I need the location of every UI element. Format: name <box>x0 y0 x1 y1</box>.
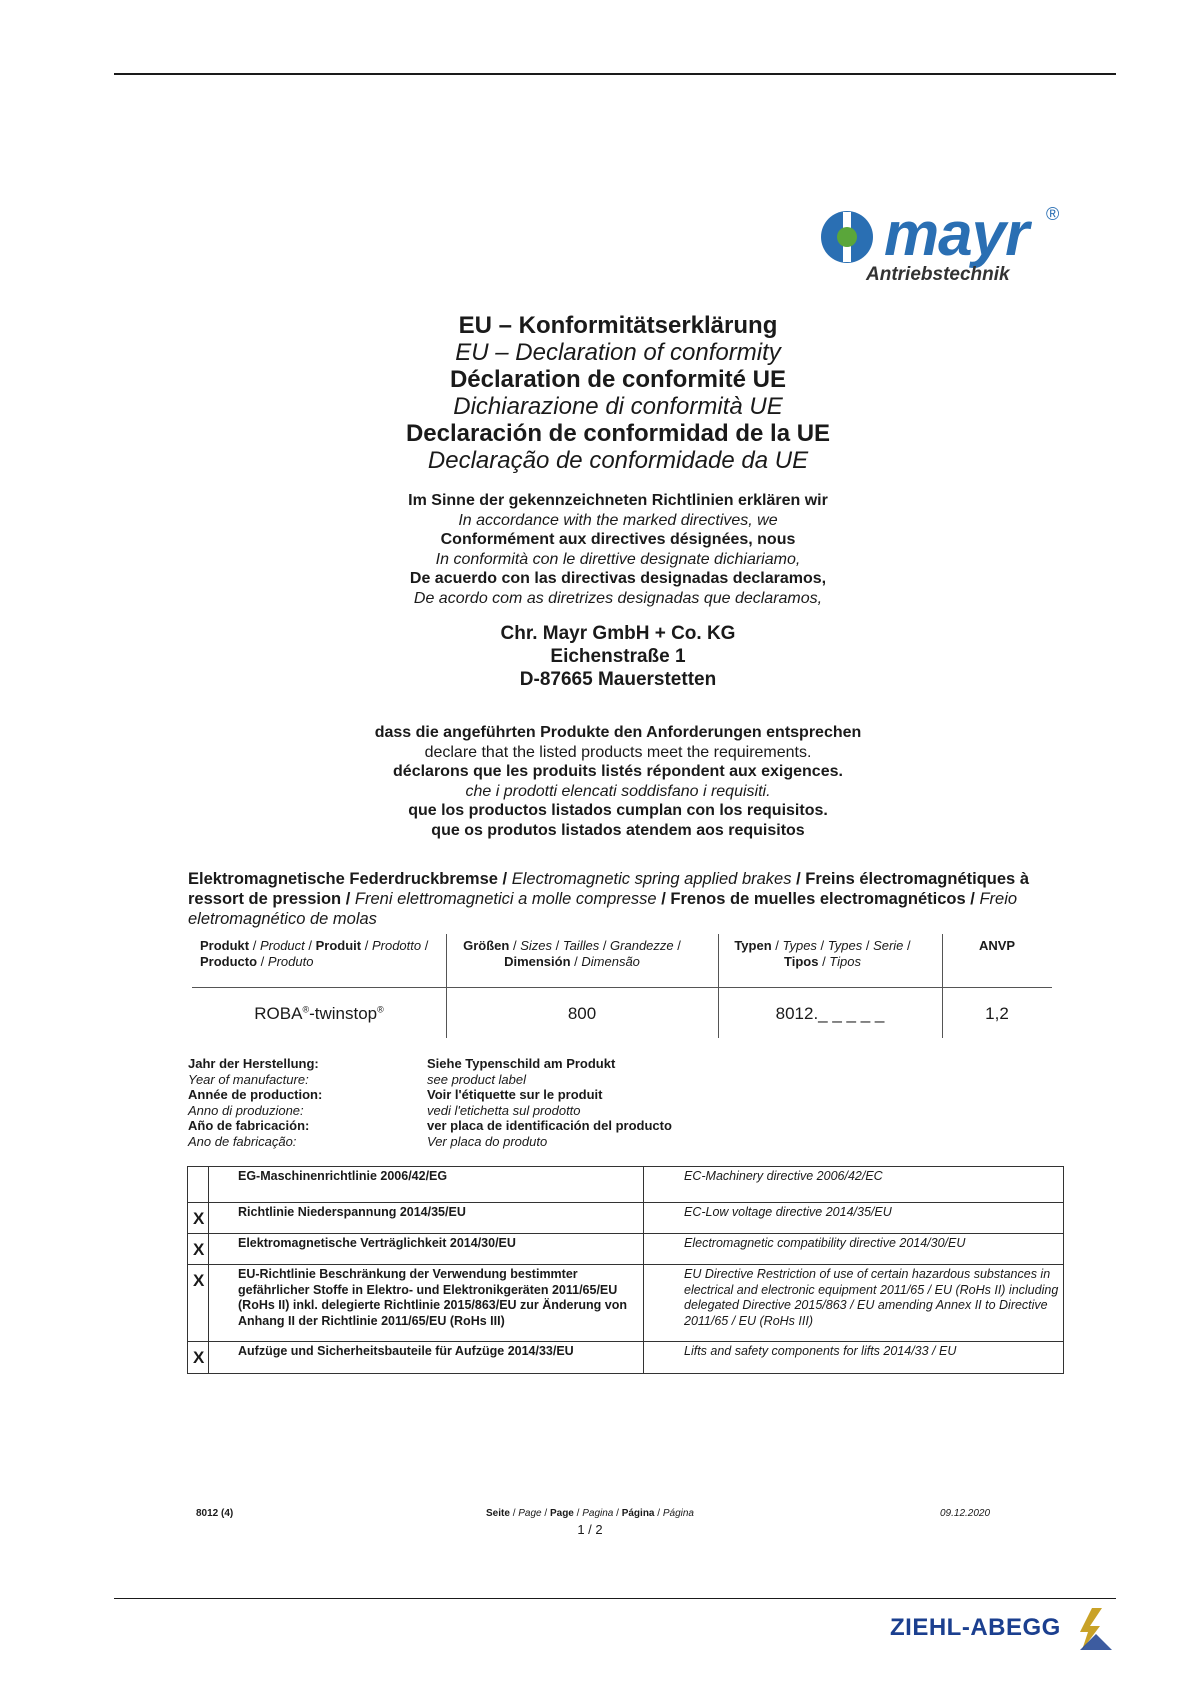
mayr-logo <box>820 200 1070 290</box>
directive-row <box>188 1265 1063 1342</box>
desc-it: Freni elettromagnetici a molle compresse <box>354 890 657 908</box>
header-sizes-fr: Tailles <box>562 938 600 953</box>
product-suffix: -twinstop <box>309 1004 378 1023</box>
year-label-de: Jahr der Herstellung: <box>188 1056 319 1071</box>
table-header-rule <box>192 987 1052 988</box>
product-name: ROBA <box>254 1004 303 1023</box>
declaration-fr: déclarons que les produits listés répondent aux exigences. <box>393 763 843 780</box>
intro-de: Im Sinne der gekennzeichneten Richtlinien erklären wir <box>408 492 828 509</box>
header-types: Typen / Types / Types / Serie / Tipos / Tipos <box>734 938 911 969</box>
street: Eichenstraße 1 <box>550 646 686 667</box>
product-reg-mark: ® <box>377 1004 384 1015</box>
header-product-fr: Produit <box>315 938 362 953</box>
directive-en: EC-Machinery directive 2006/42/EC <box>684 1169 883 1183</box>
intro-fr: Conformément aux directives désignées, nous <box>440 531 796 548</box>
product-table <box>192 938 1052 1038</box>
ziehl-abegg-wordmark: ZIEHL-ABEGG <box>890 1614 1061 1641</box>
mayr-wordmark: mayr <box>884 200 1029 269</box>
header-types-it: Serie <box>873 938 904 953</box>
desc-sep: / <box>497 870 512 888</box>
header-sizes-es: Dimensión <box>504 954 571 969</box>
intro-en: In accordance with the marked directives, we <box>458 511 778 529</box>
directive-en: EU Directive Restriction of use of certain hazardous substances in electrical and electronic equipment 2011/65 / EU (RoHs II) including delegated Directive 2015/863 / EU amending Annex II to Directive 2011/65 / EU (RoHs III) <box>684 1267 1059 1328</box>
title-en: EU – Declaration of conformity <box>455 339 781 366</box>
page-label-it: Pagina <box>582 1508 614 1519</box>
cell-anvp: 1,2 <box>985 1004 1009 1023</box>
page-label-de: Seite <box>486 1508 510 1519</box>
title-de: EU – Konformitätserklärung <box>458 312 778 339</box>
mayr-subtitle: Antriebstechnik <box>866 264 1010 285</box>
year-label-fr: Année de production: <box>188 1087 323 1102</box>
declaration-it: che i prodotti elencati soddisfano i requisiti. <box>465 782 771 800</box>
ziehl-abegg-mark-icon <box>1078 1608 1112 1650</box>
product-reg-mark: ® <box>302 1004 310 1015</box>
title-it: Dichiarazione di conformità UE <box>453 393 783 420</box>
year-value-es: ver placa de identificación del producto <box>427 1118 672 1133</box>
header-types-es: Tipos <box>784 954 819 969</box>
directive-de: EU-Richtlinie Beschränkung der Verwendung bestimmter gefährlicher Stoffe in Elektro- und Elektronikgeräten 2011/65/EU (RoHs II) inkl. delegierte Richtlinie 2015/863/EU zur Änderung von Anhang II der Richtlinie 2011/65/EU (RoHs III) <box>238 1267 627 1328</box>
directive-row <box>188 1203 1063 1234</box>
city: D-87665 Mauerstetten <box>519 669 717 690</box>
page-label-es: Página <box>621 1508 655 1519</box>
header-types-de: Typen <box>734 938 772 953</box>
directive-check-mark: X <box>193 1209 205 1228</box>
cell-size: 800 <box>567 1004 597 1023</box>
year-value-it: vedi l'etichetta sul prodotto <box>427 1102 581 1118</box>
company-name: Chr. Mayr GmbH + Co. KG <box>500 623 736 644</box>
header-product-it: Prodotto <box>371 938 422 953</box>
directive-row <box>188 1167 1063 1203</box>
directive-row <box>188 1342 1063 1373</box>
desc-de: Elektromagnetische Federdruckbremse <box>188 870 498 888</box>
document-number: 8012 (4) <box>196 1508 234 1519</box>
desc-sep: / <box>965 890 980 908</box>
directive-row <box>188 1234 1063 1265</box>
declaration-block <box>320 723 916 840</box>
page-label-sep: / <box>541 1508 550 1519</box>
cell-product <box>192 1004 446 1024</box>
declaration-es: que los productos listados cumplan con los requisitos. <box>408 802 828 819</box>
directive-de: EG-Maschinenrichtlinie 2006/42/EG <box>238 1169 448 1183</box>
desc-sep: / <box>791 870 806 888</box>
desc-es: Frenos de muelles electromagnéticos <box>670 890 966 908</box>
desc-sep: / <box>656 890 671 908</box>
directive-en: Electromagnetic compatibility directive 2014/30/EU <box>684 1236 966 1250</box>
directive-check-mark: X <box>193 1240 205 1259</box>
ziehl-abegg-logo <box>890 1608 1120 1652</box>
year-value-fr: Voir l'étiquette sur le produit <box>427 1087 603 1102</box>
title-fr: Déclaration de conformité UE <box>449 366 787 393</box>
header-types-pt: Tipos <box>829 954 861 969</box>
page-label-en: Page <box>518 1508 542 1519</box>
header-anvp: ANVP <box>978 938 1016 953</box>
header-product-es: Producto <box>200 954 258 969</box>
declaration-pt: que os produtos listados atendem aos requisitos <box>431 821 805 839</box>
intro-block <box>320 491 916 608</box>
manufacturer-address <box>390 622 846 691</box>
header-sizes-pt: Dimensão <box>581 954 640 969</box>
year-label-it: Anno di produzione: <box>188 1102 304 1118</box>
year-label-pt: Ano de fabricação: <box>188 1133 297 1149</box>
header-sizes-de: Größen <box>463 938 510 953</box>
page-label-fr: Page <box>549 1508 574 1519</box>
page-indicator <box>400 1508 780 1537</box>
document-date: 09.12.2020 <box>940 1508 991 1519</box>
desc-sep: / <box>341 890 355 908</box>
cell-type: 8012._ _ _ _ _ <box>775 1004 885 1023</box>
declaration-de: dass die angeführten Produkte den Anforderungen entsprechen <box>374 724 862 741</box>
header-product: Produkt / Product / Produit / Prodotto / Producto / Produto <box>200 938 429 969</box>
directive-de: Aufzüge und Sicherheitsbauteile für Aufzüge 2014/33/EU <box>238 1344 574 1358</box>
directive-check-mark: X <box>193 1271 205 1290</box>
page-label-sep: / <box>509 1508 519 1519</box>
page-label-sep: / <box>613 1508 622 1519</box>
declaration-en: declare that the listed products meet the requirements. <box>424 743 812 761</box>
year-labels <box>188 1056 418 1149</box>
intro-it: In conformità con le direttive designate dichiariamo, <box>435 550 801 568</box>
header-sizes-en: Sizes <box>520 938 552 953</box>
title-es: Declaración de conformidad de la UE <box>405 420 831 447</box>
header-types-en: Types <box>782 938 817 953</box>
directive-de: Richtlinie Niederspannung 2014/35/EU <box>238 1205 466 1219</box>
directive-en: Lifts and safety components for lifts 2014/33 / EU <box>684 1344 957 1358</box>
title-block <box>300 312 936 474</box>
registered-mark: ® <box>1046 204 1060 224</box>
title-pt: Declaração de conformidade da UE <box>427 447 809 474</box>
page-label <box>400 1508 780 1519</box>
header-product-de: Produkt <box>200 938 250 953</box>
directive-en: EC-Low voltage directive 2014/35/EU <box>684 1205 892 1219</box>
header-sizes: Größen / Sizes / Tailles / Grandezze / Dimensión / Dimensão <box>463 938 681 969</box>
desc-pt: Freio eletromagnético de molas <box>188 890 1018 928</box>
directive-check-mark: X <box>193 1348 205 1367</box>
page-label-sep: / <box>573 1508 583 1519</box>
mayr-logo-mark-icon <box>820 210 874 264</box>
header-types-fr: Types <box>827 938 863 953</box>
year-values <box>427 1056 747 1149</box>
header-product-en: Product <box>259 938 305 953</box>
year-value-de: Siehe Typenschild am Produkt <box>427 1056 616 1071</box>
page-label-pt: Página <box>662 1508 694 1519</box>
page-number: 1 / 2 <box>577 1522 603 1537</box>
desc-en: Electromagnetic spring applied brakes <box>511 870 792 888</box>
bottom-rule <box>114 1598 1116 1599</box>
page-label-sep: / <box>654 1508 663 1519</box>
year-label-es: Año de fabricación: <box>188 1118 310 1133</box>
desc-fr: Freins électromagnétiques à ressort de pression <box>188 870 1029 908</box>
directive-de: Elektromagnetische Verträglichkeit 2014/30/EU <box>238 1236 516 1250</box>
intro-es: De acuerdo con las directivas designadas declaramos, <box>409 570 827 587</box>
top-rule <box>114 73 1116 75</box>
year-value-en: see product label <box>427 1071 527 1087</box>
header-product-pt: Produto <box>267 954 314 969</box>
directives-table <box>187 1166 1064 1374</box>
product-description <box>188 869 1068 929</box>
year-label-en: Year of manufacture: <box>188 1071 309 1087</box>
year-value-pt: Ver placa do produto <box>427 1133 548 1149</box>
intro-pt: De acordo com as diretrizes designadas que declaramos, <box>413 589 823 607</box>
header-sizes-it: Grandezze <box>610 938 674 953</box>
